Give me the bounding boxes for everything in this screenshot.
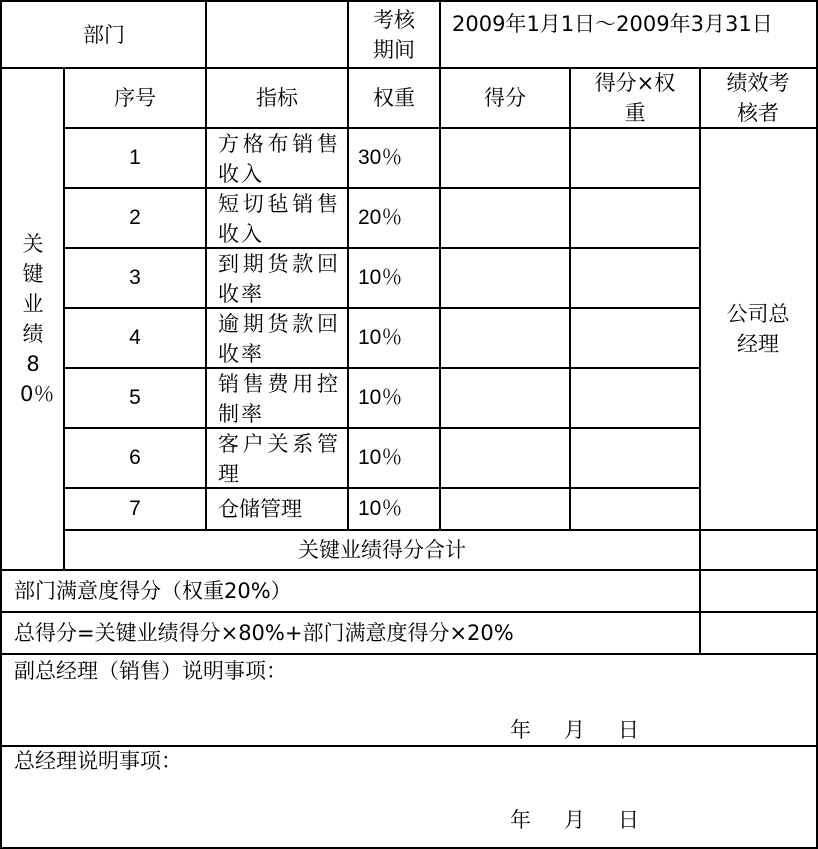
row-index: 4 <box>129 326 141 349</box>
col-header-weighted-text: 得分×权重 <box>594 71 676 125</box>
row-weighted-score[interactable] <box>570 488 700 530</box>
grid-line <box>63 187 701 189</box>
row-score[interactable] <box>440 488 570 530</box>
grid-line <box>63 307 701 309</box>
grid-line <box>569 67 571 530</box>
row-score[interactable] <box>440 248 570 308</box>
col-header-weight: 权重 <box>373 86 415 110</box>
row-weighted-score[interactable] <box>570 308 700 368</box>
gm-notes-month: 月 <box>564 808 585 832</box>
satisfaction-value[interactable] <box>700 570 816 612</box>
row-weighted-score[interactable] <box>570 368 700 428</box>
row-weight: 10％ <box>358 326 403 349</box>
col-header-index: 序号 <box>114 86 156 110</box>
row-indicator-cell <box>206 308 348 368</box>
kpi-total-label: 关键业绩得分合计 <box>298 538 466 562</box>
row-indicator: 销售费用控制率 <box>218 372 340 426</box>
col-header-score: 得分 <box>484 86 526 110</box>
grid-line <box>205 0 207 68</box>
grid-line <box>0 653 818 655</box>
row-index: 3 <box>129 266 141 289</box>
grid-line <box>205 67 207 530</box>
row-weight: 10％ <box>358 386 403 409</box>
row-index: 6 <box>129 446 141 469</box>
row-indicator-cell <box>206 188 348 248</box>
assessor-value: 公司总经理 <box>726 302 790 356</box>
row-indicator: 逾期货款回收率 <box>218 312 340 366</box>
grid-line <box>63 67 65 570</box>
row-indicator: 客户关系管理 <box>218 432 340 486</box>
row-indicator-cell <box>206 488 348 530</box>
gm-notes-year: 年 <box>510 808 531 832</box>
row-weighted-score[interactable] <box>570 428 700 488</box>
col-header-assessor-text: 绩效考核者 <box>726 71 790 125</box>
row-weighted-score[interactable] <box>570 188 700 248</box>
row-weighted-score[interactable] <box>570 128 700 188</box>
vp-sales-notes-month: 月 <box>564 718 585 742</box>
row-score[interactable] <box>440 128 570 188</box>
row-index: 7 <box>129 497 141 520</box>
kpi-section-label <box>2 68 64 570</box>
row-indicator-cell <box>206 248 348 308</box>
satisfaction-label: 部门满意度得分（权重20%） <box>14 579 292 603</box>
period-label-text: 考核期间 <box>373 8 415 62</box>
row-indicator-cell <box>206 368 348 428</box>
row-weight: 10％ <box>358 446 403 469</box>
grid-line <box>699 67 701 654</box>
row-weight: 20％ <box>358 206 403 229</box>
grid-line <box>0 745 818 747</box>
grid-line <box>63 487 701 489</box>
row-score[interactable] <box>440 368 570 428</box>
row-indicator-cell <box>206 128 348 188</box>
row-index: 1 <box>129 146 141 169</box>
total-formula: 总得分=关键业绩得分×80%+部门满意度得分×20% <box>14 621 514 645</box>
assessor-cell <box>700 128 816 530</box>
row-weight: 10％ <box>358 266 403 289</box>
row-score[interactable] <box>440 428 570 488</box>
vp-sales-notes-year: 年 <box>510 718 531 742</box>
dept-label: 部门 <box>83 23 125 47</box>
row-weight: 30％ <box>358 146 403 169</box>
dept-value[interactable] <box>206 2 348 68</box>
grid-line <box>347 67 349 530</box>
row-indicator-cell <box>206 428 348 488</box>
grid-line <box>63 247 701 249</box>
row-index: 5 <box>129 386 141 409</box>
total-value[interactable] <box>700 612 816 654</box>
col-header-weighted <box>570 68 700 128</box>
gm-notes-title: 总经理说明事项： <box>14 749 182 773</box>
grid-line <box>63 367 701 369</box>
border-top <box>0 0 818 2</box>
row-index: 2 <box>129 206 141 229</box>
row-score[interactable] <box>440 308 570 368</box>
border-left <box>0 0 2 849</box>
period-label <box>348 2 440 68</box>
row-indicator: 仓储管理 <box>218 497 302 521</box>
vp-sales-notes-title: 副总经理（销售）说明事项： <box>14 659 287 683</box>
grid-line <box>63 427 701 429</box>
period-value <box>440 2 816 68</box>
row-indicator: 到期货款回收率 <box>218 252 340 306</box>
vp-sales-notes-day: 日 <box>618 718 639 742</box>
row-weight: 10％ <box>358 497 403 520</box>
grid-line <box>439 0 441 68</box>
col-header-assessor <box>700 68 816 128</box>
row-indicator: 方格布销售收入 <box>218 132 340 186</box>
grid-line <box>347 0 349 68</box>
row-score[interactable] <box>440 188 570 248</box>
col-header-indicator: 指标 <box>256 86 298 110</box>
grid-line <box>0 569 818 571</box>
grid-line <box>0 67 818 69</box>
period-value-text: 2009年1月1日～2009年3月31日 <box>452 12 773 36</box>
grid-line <box>0 611 818 613</box>
row-weighted-score[interactable] <box>570 248 700 308</box>
row-indicator: 短切毡销售收入 <box>218 192 340 246</box>
kpi-section-label-text: 关键业绩80％ <box>20 232 55 406</box>
kpi-total-value[interactable] <box>700 530 816 570</box>
grid-line <box>439 67 441 530</box>
gm-notes-day: 日 <box>618 808 639 832</box>
